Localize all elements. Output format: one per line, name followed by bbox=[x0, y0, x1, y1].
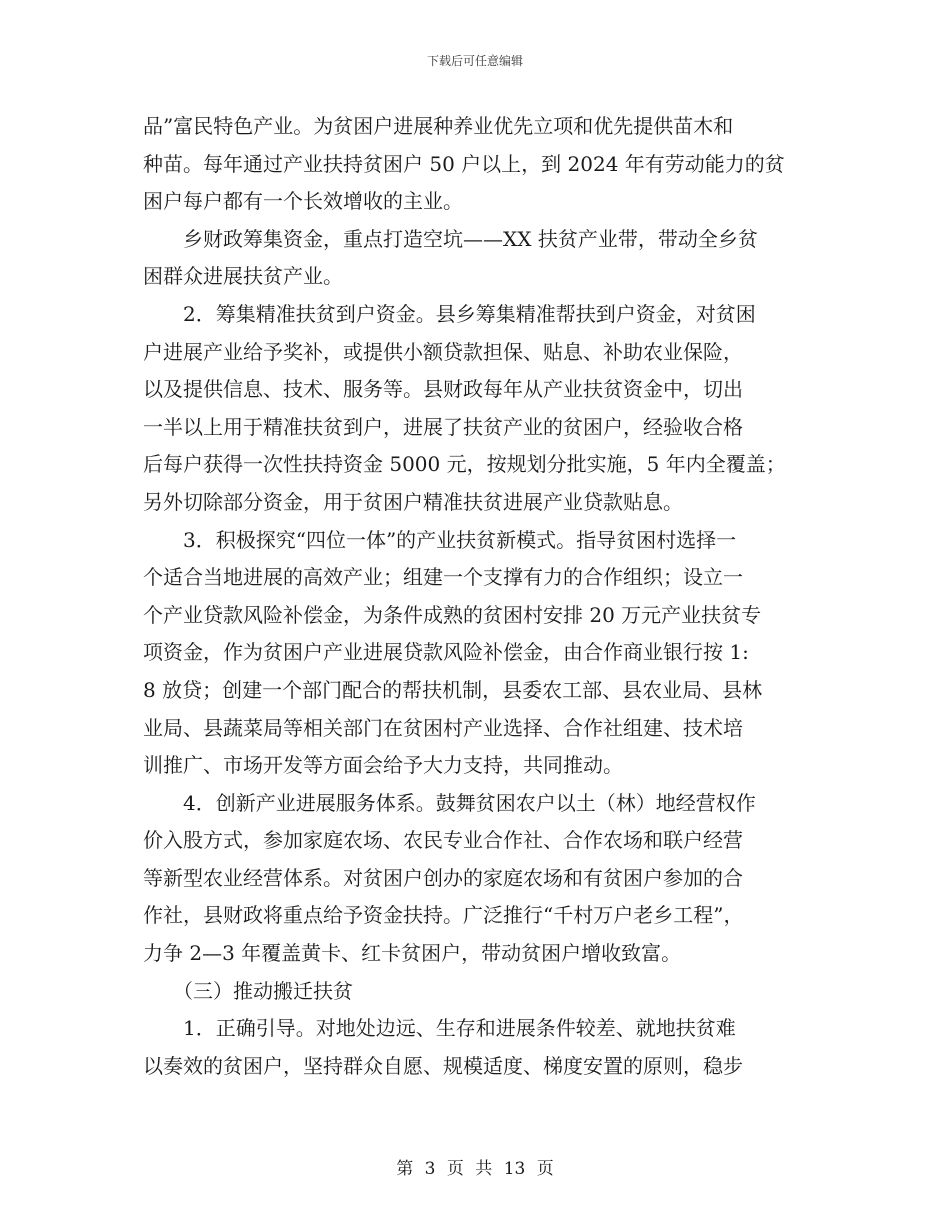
document-body bbox=[143, 108, 807, 1085]
text-line: 项资金，作为贫困户产业进展贷款风险补偿金，由合作商业银行按 1: bbox=[143, 640, 749, 665]
page-header: 下载后可任意编辑 bbox=[426, 54, 523, 68]
text-line: 一半以上用于精准扶贫到户，进展了扶贫产业的贫困户，经验收合格 bbox=[143, 414, 743, 439]
text-line: 个产业贷款风险补偿金，为条件成熟的贫困村安排 20 万元产业扶贫专 bbox=[143, 602, 762, 627]
text-line: 以奏效的贫困户，坚持群众自愿、规模适度、梯度安置的原则，稳步 bbox=[143, 1053, 743, 1078]
text-line: 1．正确引导。对地处边远、生存和进展条件较差、就地扶贫难 bbox=[143, 1016, 736, 1041]
text-line: 2．筹集精准扶贫到户资金。县乡筹集精准帮扶到户资金，对贫困 bbox=[143, 301, 756, 326]
text-line: 困群众进展扶贫产业。 bbox=[143, 264, 343, 289]
text-line: 8 放贷；创建一个部门配合的帮扶机制，县委农工部、县农业局、县林 bbox=[143, 677, 763, 702]
text-line: 乡财政筹集资金，重点打造空坑——XX 扶贫产业带，带动全乡贫 bbox=[143, 226, 758, 251]
text-line: 种苗。每年通过产业扶持贫困户 50 户以上，到 2024 年有劳动能力的贫 bbox=[143, 151, 785, 176]
text-line: 困户每户都有一个长效增收的主业。 bbox=[143, 189, 463, 214]
text-line: 另外切除部分资金，用于贫困户精准扶贫进展产业贷款贴息。 bbox=[143, 489, 683, 514]
page-footer: 第 3 页 共 13 页 bbox=[396, 1159, 554, 1179]
text-line: 等新型农业经营体系。对贫困户创办的家庭农场和有贫困户参加的合 bbox=[143, 865, 743, 890]
text-line: 作社，县财政将重点给予资金扶持。广泛推行“千村万户老乡工程”， bbox=[143, 903, 744, 928]
text-line: 个适合当地进展的高效产业；组建一个支撑有力的合作组织；设立一 bbox=[143, 565, 743, 590]
text-line: （三）推动搬迁扶贫 bbox=[143, 978, 353, 1003]
text-line: 价入股方式，参加家庭农场、农民专业合作社、合作农场和联户经营 bbox=[143, 828, 743, 853]
text-line: 以及提供信息、技术、服务等。县财政每年从产业扶贫资金中，切出 bbox=[143, 377, 743, 402]
text-line: 4．创新产业进展服务体系。鼓舞贫困农户以土（林）地经营权作 bbox=[143, 790, 756, 815]
text-line: 品”富民特色产业。为贫困户进展种养业优先立项和优先提供苗木和 bbox=[143, 114, 734, 138]
text-line: 户进展产业给予奖补，或提供小额贷款担保、贴息、补助农业保险， bbox=[143, 339, 743, 364]
text-line: 训推广、市场开发等方面会给予大力支持，共同推动。 bbox=[143, 753, 623, 778]
text-line: 业局、县蔬菜局等相关部门在贫困村产业选择、合作社组建、技术培 bbox=[143, 715, 743, 740]
text-line: 3．积极探究“四位一体”的产业扶贫新模式。指导贫困村选择一 bbox=[143, 527, 737, 552]
text-line: 后每户获得一次性扶持资金 5000 元，按规划分批实施，5 年内全覆盖； bbox=[143, 452, 786, 477]
text-line: 力争 2—3 年覆盖黄卡、红卡贫困户，带动贫困户增收致富。 bbox=[143, 941, 682, 966]
